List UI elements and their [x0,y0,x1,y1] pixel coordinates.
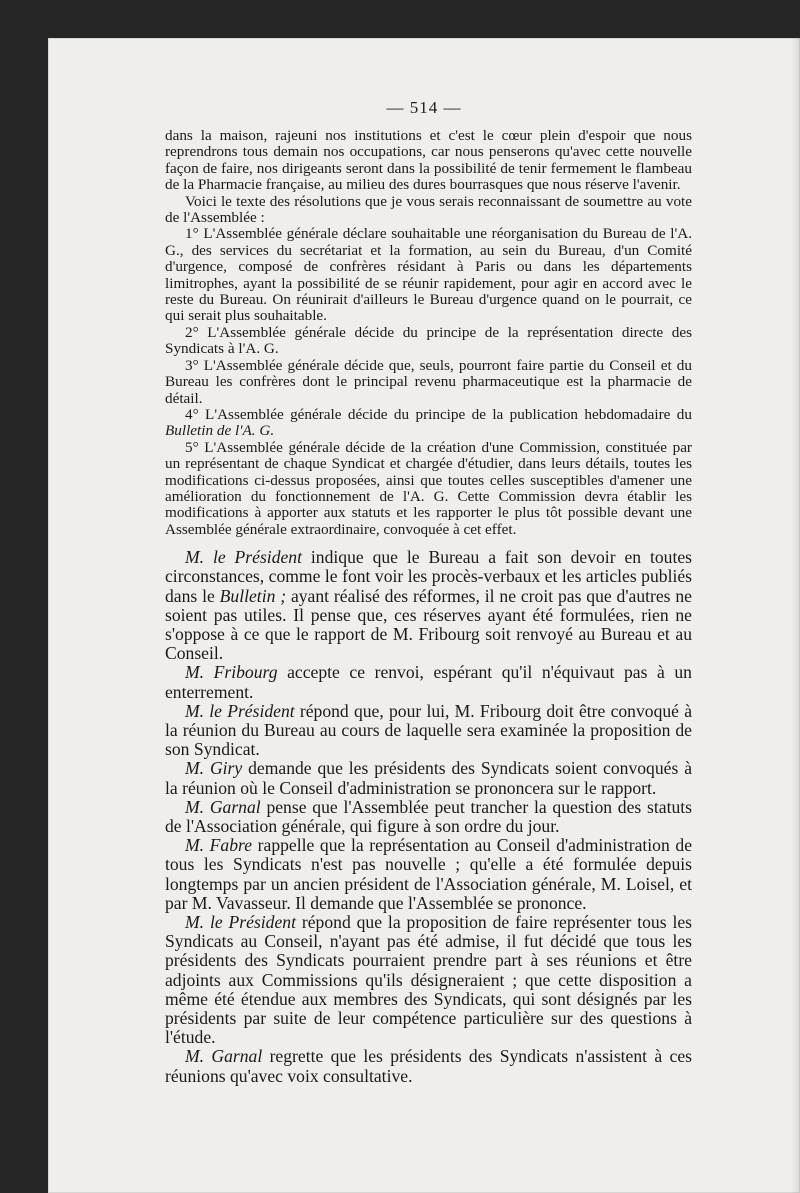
speaker-name: M. Garnal [185,796,261,817]
speaker-name: M. le Président [185,700,295,721]
speech-text: répond que la proposition de faire représenter tous les Syndicats au Conseil, n'ayant pas été admise, il fut décidé que tous les présidents des Syndicats pourraient prendre part à ses réunions et être adjoints aux Commissions qu'ils désigneraient ; que cette disposition a même été étendue aux membres des Syndicats, qui sont désignés par les présidents par suite de leur compétence particulière sur des questions à l'étude. [165,912,692,1048]
resolutions-intro: Voici le texte des résolutions que je vous serais reconnaissant de soumettre au vote de l'Assemblée : [165,192,692,227]
debate-paragraph [165,1047,692,1085]
resolution-2: 2° L'Assemblée générale décide du principe de la représentation directe des Syndicats à l'A. G. [165,323,692,358]
speaker-name: M. le Président [185,547,302,568]
speech-text: indique que le Bureau a fait son devoir en toutes circonstances, comme le font voir les procès-verbaux et les articles publiés dans le [165,547,692,606]
speaker-name: M. Fribourg [185,662,278,683]
speech-text: regrette que les présidents des Syndicats n'assistent à ces réunions qu'avec voix consultative. [165,1046,692,1086]
speaker-name: M. Garnal [185,1046,263,1067]
resolutions-section [165,128,692,538]
debate-paragraph [165,836,692,913]
page-number: — 514 — [386,98,462,117]
page-body [165,128,692,1086]
debate-paragraph [165,663,692,701]
continued-paragraph: dans la maison, rajeuni nos institutions et c'est le cœur plein d'espoir que nous reprendrons tous demain nos occupations, car nous penserons qu'avec cette nouvelle façon de faire, nos dirigeants seront dans la possibilité de tenir fermement le flambeau de la Pharmacie française, au milieu des dures bourrasques que nous réserve l'avenir. [165,127,692,194]
page-edge-shadow [790,38,800,1193]
speaker-name: M. Fabre [185,835,253,856]
speaker-name: M. Giry [185,758,243,779]
resolution-4 [165,407,692,440]
speech-text: ayant réalisé des réformes, il ne croit pas que d'autres ne soient pas utiles. Il pense que, ces réserves ayant été formulées, rien ne s'oppose à ce que le rapport de M. Fribourg soit renvoyé au Bureau et au Conseil. [165,585,692,664]
resolution-4-text: 4° L'Assemblée générale décide du principe de la publication hebdomadaire du [185,405,692,423]
debate-section [165,548,692,1086]
speech-text: demande que les présidents des Syndicats soient convoqués à la réunion où le Conseil d'administration se prononcera sur le rapport. [165,758,692,798]
resolution-3: 3° L'Assemblée générale décide que, seuls, pourront faire partie du Conseil et du Bureau les confrères dont le principal revenu pharmaceutique est la pharmacie de détail. [165,356,692,407]
debate-paragraph [165,702,692,760]
resolution-1: 1° L'Assemblée générale déclare souhaitable une réorganisation du Bureau de l'A. G., des services du secrétariat et la formation, au sein du Bureau, d'un Comité d'urgence, composé de confrères résidant à Paris ou dans les départements limitrophes, ayant la possibilité de se réunir rapidement, pour agir en accord avec le reste du Bureau. On réunirait d'ailleurs le Bureau d'urgence quand on le pourrait, ce qui serait plus souhaitable. [165,225,692,325]
debate-paragraph [165,798,692,836]
speech-text: accepte ce renvoi, espérant qu'il n'équivaut pas à un enterrement. [165,662,692,702]
debate-paragraph [165,759,692,797]
bulletin-reference: Bulletin ; [219,585,287,606]
speech-text: répond que, pour lui, M. Fribourg doit être convoqué à la réunion du Bureau au cours de laquelle sera examinée la proposition de son Syndicat. [165,700,693,760]
speech-text: rappelle que la représentation au Conseil d'administration de tous les Syndicats n'est pas nouvelle ; qu'elle a été formulée depuis longtemps par un ancien président de l'Association générale, M. Loisel, et par M. Vavasseur. Il demande que l'Assemblée se prononce. [165,835,693,913]
debate-paragraph [165,548,692,663]
bulletin-title: Bulletin de l'A. G. [165,422,275,440]
speech-text: pense que l'Assemblée peut trancher la question des statuts de l'Association générale, qui figure à son ordre du jour. [165,796,692,836]
speaker-name: M. le Président [185,912,296,933]
debate-paragraph [165,913,692,1047]
document-page [48,38,800,1193]
resolution-5: 5° L'Assemblée générale décide de la création d'une Commission, constituée par un représentant de chaque Syndicat et chargée d'étudier, dans leurs détails, toutes les modifications ci-dessus proposées, ainsi que toutes celles susceptibles d'amener une amélioration du fonctionnement de l'A. G. Cette Commission devra établir les modifications à apporter aux statuts et les rapporter le plus tôt possible devant une Assemblée générale extraordinaire, convoquée à cet effet. [165,438,692,538]
